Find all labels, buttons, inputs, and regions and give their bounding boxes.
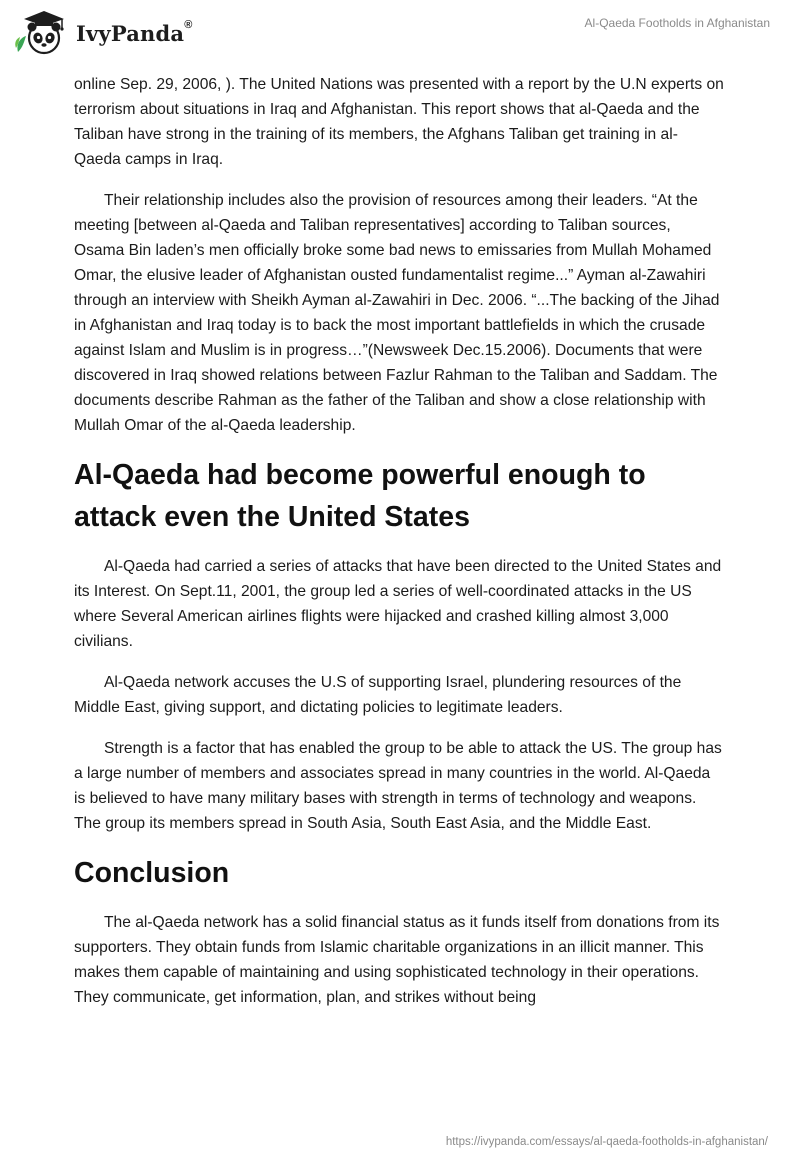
source-url[interactable]: https://ivypanda.com/essays/al-qaeda-footholds-in-afghanistan/ [445,1136,768,1148]
brand-name [76,18,193,46]
paragraph-1: online Sep. 29, 2006, ). The United Nations was presented with a report by the U.N experts on terrorism about situations in Iraq and Afghanistan. This report shows that al-Qaeda and the Taliban have strong in the training of its members, the Afghans Taliban get training in al-Qaeda camps in Iraq. [74,76,724,168]
paragraph-4: Al-Qaeda network accuses the U.S of supporting Israel, plundering resources of the Middle East, giving support, and dictating policies to legitimate leaders. [74,674,682,716]
paragraph-3: Al-Qaeda had carried a series of attacks that have been directed to the United States and its Interest. On Sept.11, 2001, the group led a series of well-coordinated attacks in the US where Several American airlines flights were hijacked and crashed killing almost 3,000 civilians. [74,558,722,650]
paragraph-6: The al-Qaeda network has a solid financial status as it funds itself from donations from its supporters. They obtain funds from Islamic charitable organizations in an illicit manner. This makes them capable of maintaining and using sophisticated technology in their operations. They communicate, get information, plan, and strikes without being [74,914,720,1006]
panda-graduation-cap-icon [14,8,70,58]
document-title: Al-Qaeda Footholds in Afghanistan [584,16,770,30]
brand-name-text: IvyPanda [76,20,185,46]
section-heading-conclusion: Conclusion [74,857,230,889]
page-header [0,0,800,70]
paragraph-5: Strength is a factor that has enabled the group to be able to attack the US. The group has a large number of members and associates spread in many countries in the world. Al-Qaeda is believed to have many military bases with strength in terms of technology and weapons. The group its members spread in South Asia, South East Asia, and the Middle East. [74,740,722,832]
registered-mark: ® [184,18,193,31]
essay-body [74,72,724,1026]
section-heading-attack-us: Al-Qaeda had become powerful enough to attack even the United States [74,459,646,533]
paragraph-2: Their relationship includes also the provision of resources among their leaders. “At the meeting [between al-Qaeda and Taliban representatives] according to Taliban sources, Osama Bin laden’s men officially broke some bad news to emissaries from Mullah Mohamed Omar, the elusive leader of Afghanistan ousted fundamentalist regime...” Ayman al-Zawahiri through an interview with Sheikh Ayman al-Zawahiri in Dec. 2006. “...The backing of the Jihad in Afghanistan and Iraq today is to back the most important battlefields in which the crusade against Islam and Muslim is in progress…”(Newsweek Dec.15.2006). Documents that were discovered in Iraq showed relations between Fazlur Rahman to the Taliban and Saddam. The documents describe Rahman as the father of the Taliban and show a close relationship with Mullah Omar of the al-Qaeda leadership. [74,192,720,434]
ivypanda-logo[interactable] [14,8,193,58]
